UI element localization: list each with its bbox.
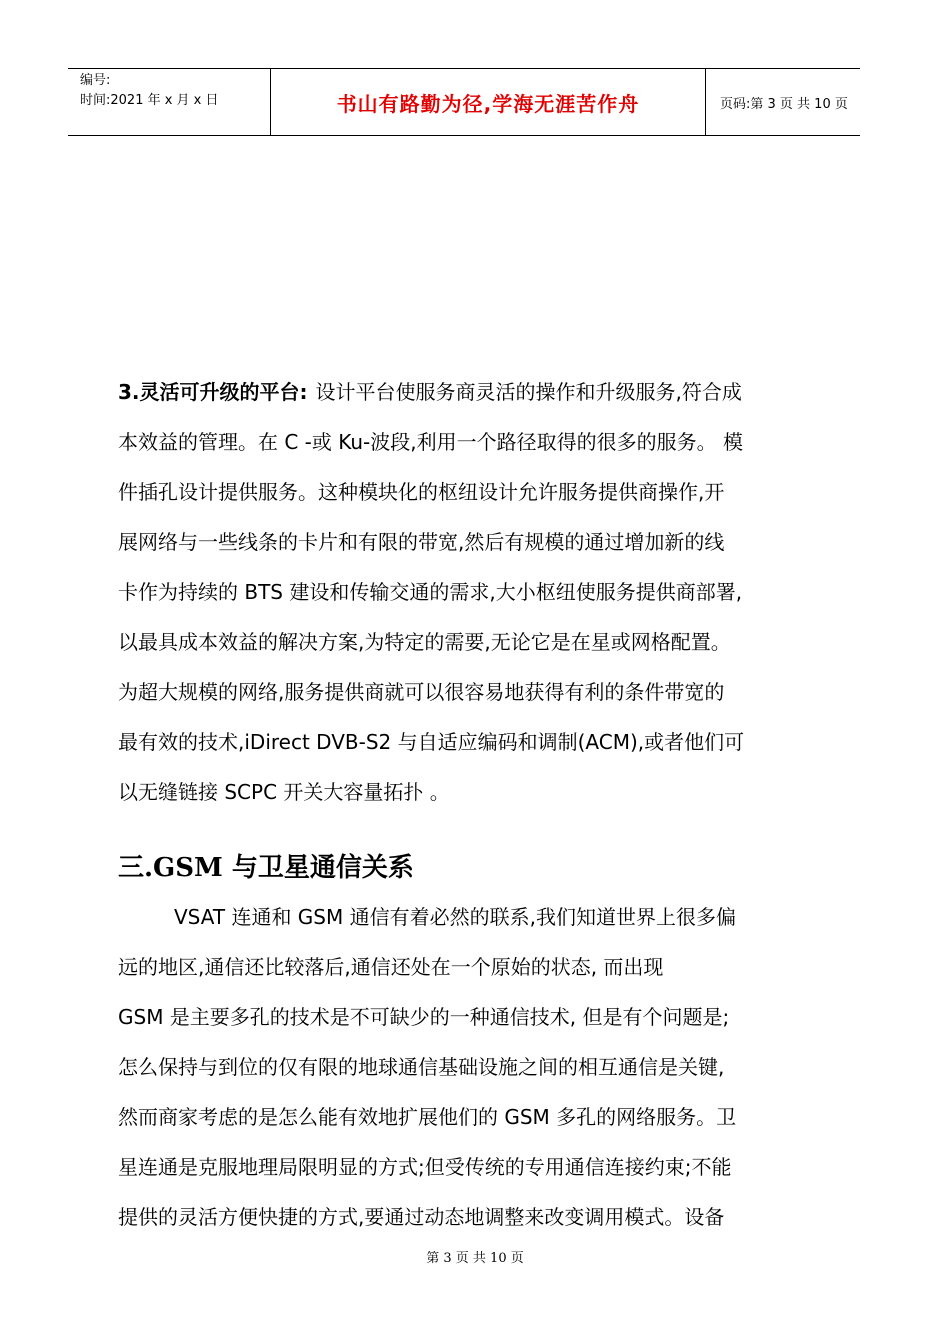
paragraph-line: 提供的灵活方便快捷的方式,要通过动态地调整来改变调用模式。设备 (118, 1205, 725, 1229)
paragraph-line: 卡作为持续的 BTS 建设和传输交通的需求,大小枢纽使服务提供商部署, (118, 580, 743, 604)
section-3-title: 3.灵活可升级的平台: (118, 380, 308, 404)
paragraph-line: 远的地区,通信还比较落后,通信还处在一个原始的状态, 而出现 (118, 955, 664, 979)
paragraph-line: 以无缝链接 SCPC 开关大容量拓扑 。 (118, 780, 450, 804)
paragraph-line: 3.灵活可升级的平台: 设计平台使服务商灵活的操作和升级服务,符合成 (118, 380, 742, 404)
paragraph-line: 星连通是克服地理局限明显的方式;但受传统的专用通信连接约束;不能 (118, 1155, 732, 1179)
paragraph-line: 以最具成本效益的解决方案,为特定的需要,无论它是在星或网格配置。 (118, 630, 731, 654)
document-date-label: 时间:2021 年 x 月 x 日 (80, 93, 219, 108)
paragraph-line: 为超大规模的网络,服务提供商就可以很容易地获得有利的条件带宽的 (118, 680, 725, 704)
section-heading: 三.GSM 与卫星通信关系 (118, 853, 414, 883)
paragraph-line: GSM 是主要多孔的技术是不可缺少的一种通信技术, 但是有个问题是; (118, 1005, 730, 1029)
page-header (68, 68, 860, 136)
header-page-info: 页码:第 3 页 共 10 页 (720, 96, 848, 112)
paragraph-line: 怎么保持与到位的仅有限的地球通信基础设施之间的相互通信是关键, (118, 1055, 725, 1079)
header-page-cell (706, 69, 860, 135)
paragraph-line: VSAT 连通和 GSM 通信有着必然的联系,我们知道世界上很多偏 (174, 905, 736, 929)
paragraph-line: 本效益的管理。在 C -或 Ku-波段,利用一个路径取得的很多的服务。 模 (118, 430, 743, 454)
header-motto-cell (270, 69, 706, 135)
header-motto: 书山有路勤为径,学海无涯苦作舟 (336, 91, 640, 116)
header-meta-cell (68, 69, 270, 135)
paragraph-line: 展网络与一些线条的卡片和有限的带宽,然后有规模的通过增加新的线 (118, 530, 725, 554)
page-footer: 第 3 页 共 10 页 (426, 1251, 524, 1266)
paragraph-line: 然而商家考虑的是怎么能有效地扩展他们的 GSM 多孔的网络服务。卫 (118, 1105, 737, 1129)
paragraph-line: 最有效的技术,iDirect DVB-S2 与自适应编码和调制(ACM),或者他们可 (118, 730, 745, 754)
document-code-label: 编号: (80, 73, 111, 88)
paragraph-line: 件插孔设计提供服务。这种模块化的枢纽设计允许服务提供商操作,开 (118, 480, 725, 504)
